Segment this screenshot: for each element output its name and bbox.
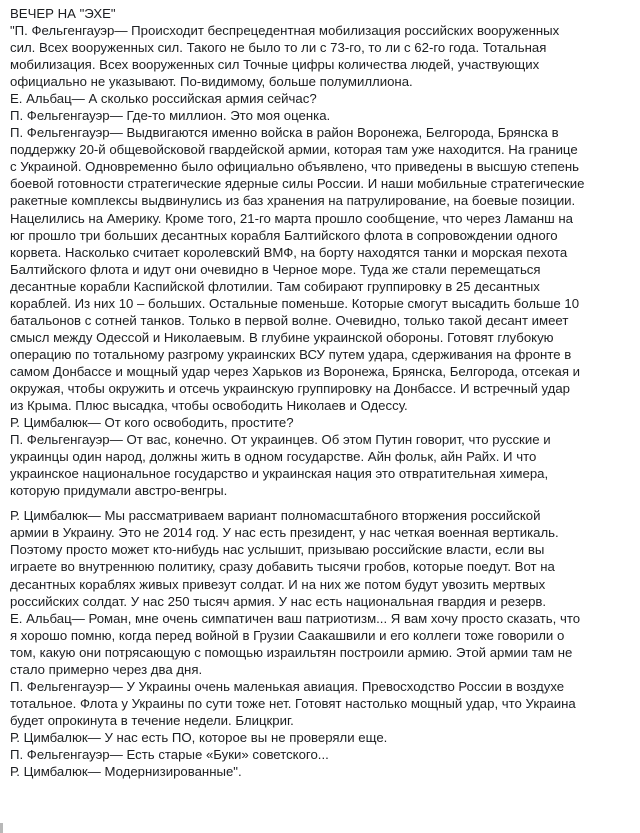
text-line: десантных кораблях живых привезут солдат. И на них же потом будут увозить мертвых <box>10 576 546 592</box>
text-line: Р. Цимбалюк— У нас есть ПО, которое вы не проверяли еще. <box>10 729 388 745</box>
text-line: кораблей. Из них 10 – больших. Остальные поменьше. Которые смогут высадить больше 10 <box>10 295 580 311</box>
text-line: П. Фельгенгауэр— Есть старые «Буки» советского... <box>10 746 329 762</box>
paragraph-gap <box>10 499 632 507</box>
text-line: мобилизация. Всех вооруженных сил Точные цифры количества людей, участвующих <box>10 57 540 73</box>
text-line: смысл между Одессой и Николаевым. В глубине украинской обороны. Готовят глубокую <box>10 329 554 345</box>
text-line: десантные корабли Каспийской флотилии. Там собирают группировку в 25 десантных <box>10 278 540 294</box>
text-line: с Украиной. Одновременно было официально объявлено, что приведены в высшую степень <box>10 159 579 175</box>
text-line: ракетные комплексы выдвинулись из баз хранения на патрулирование, на боевые позиции. <box>10 193 576 209</box>
text-line: операцию по тотальному разгрому украинских ВСУ путем удара, сдерживания на фронте в <box>10 346 572 362</box>
text-line: сил. Всех вооруженных сил. Такого не было то ли с 73-го, то ли с 62-го года. Тотальная <box>10 40 547 56</box>
text-line: тотальное. Флота у Украины по сути тоже нет. Готовят настолько мощный удар, что Украина <box>10 695 576 711</box>
text-line: играете во внутреннюю политику, сразу добавить тысячи гробов, которые поедут. Вот на <box>10 559 555 575</box>
text-line: я хорошо помню, когда перед войной в Грузии Саакашвили и его коллеги тоже говорили о <box>10 627 565 643</box>
text-line: том, какую они потрясающую с помощью израильтян построили армию. Этой армии там не <box>10 644 573 660</box>
text-line: Поэтому просто может кто-нибудь нас услышит, призываю российские власти, если вы <box>10 542 545 558</box>
transcript-block-2 <box>10 507 632 780</box>
text-line: армии в Украину. Это не 2014 год. У нас есть президент, у нас четкая военная вертикаль. <box>10 525 559 541</box>
text-line: стало примерно через два дня. <box>10 661 203 677</box>
text-line: поддержку 20-й общевойсковой гвардейской армии, которая там уже находится. На границе <box>10 142 578 158</box>
text-line: П. Фельгенгауэр— Выдвигаются именно войска в район Воронежа, Белгорода, Брянска в <box>10 125 559 141</box>
text-line: Нацелились на Америку. Кроме того, 21-го марта прошло сообщение, что через Ламанш на <box>10 210 573 226</box>
text-line: батальонов с сотней танков. Только в первой волне. Очевидно, только такой десант имеет <box>10 312 569 328</box>
text-line: окружая, чтобы окружить и отсечь украинскую группировку на Донбассе. И встречный удар <box>10 380 570 396</box>
text-line: П. Фельгенгауэр— У Украины очень маленькая авиация. Превосходство России в воздухе <box>10 678 565 694</box>
text-line: самом Донбассе и мощный удар через Харьков из Воронежа, Брянска, Белгорода, отсекая и <box>10 363 581 379</box>
text-line: Р. Цимбалюк— Модернизированные". <box>10 764 242 780</box>
text-line: корвета. Насколько считает королевский ВМФ, на борту находятся танки и морская пехота <box>10 244 568 260</box>
text-line: Р. Цимбалюк— От кого освободить, простите? <box>10 415 294 431</box>
text-line: Р. Цимбалюк— Мы рассматриваем вариант полномасштабного вторжения российской <box>10 508 541 524</box>
text-line: П. Фельгенгауэр— От вас, конечно. От украинцев. Об этом Путин говорит, что русские и <box>10 432 551 448</box>
text-line: украинское национальное государство и украинская нация это отвратительная химера, <box>10 466 549 482</box>
text-line: П. Фельгенгауэр— Где-то миллион. Это моя оценка. <box>10 108 331 124</box>
text-line: Е. Альбац— Роман, мне очень симпатичен ваш патриотизм... Я вам хочу просто сказать, что <box>10 610 581 626</box>
post-title: ВЕЧЕР НА "ЭХЕ" <box>10 6 116 21</box>
text-line: Е. Альбац— А сколько российская армия сейчас? <box>10 91 317 107</box>
text-line: юг прошло три больших десантных корабля Балтийского флота в сопровождении одного <box>10 227 558 243</box>
text-line: боевой готовности стратегические ядерные силы России. И наши мобильные стратегические <box>10 176 585 192</box>
text-line: российских солдат. У нас 250 тысяч армия. У нас есть национальная гвардия и резерв. <box>10 593 547 609</box>
text-line: украинцы один народ, должны жить в одном государстве. Айн фольк, айн Райх. И что <box>10 449 537 465</box>
text-line: из Крыма. Плюс высадка, чтобы освободить Николаев и Одессу. <box>10 398 408 414</box>
transcript-block-1 <box>10 22 632 499</box>
left-edge-marker <box>0 823 3 833</box>
text-line: которую придумали австро-венгры. <box>10 483 228 499</box>
text-line: официально не указывают. По-видимому, больше полумиллиона. <box>10 74 413 90</box>
text-line: будет опрокинута в течение недели. Блицкриг. <box>10 712 294 728</box>
text-line: "П. Фельгенгауэр— Происходит беспрецедентная мобилизация российских вооруженных <box>10 23 560 38</box>
text-line: Балтийского флота и идут они очевидно в Черное море. Туда же стали перемещаться <box>10 261 541 277</box>
